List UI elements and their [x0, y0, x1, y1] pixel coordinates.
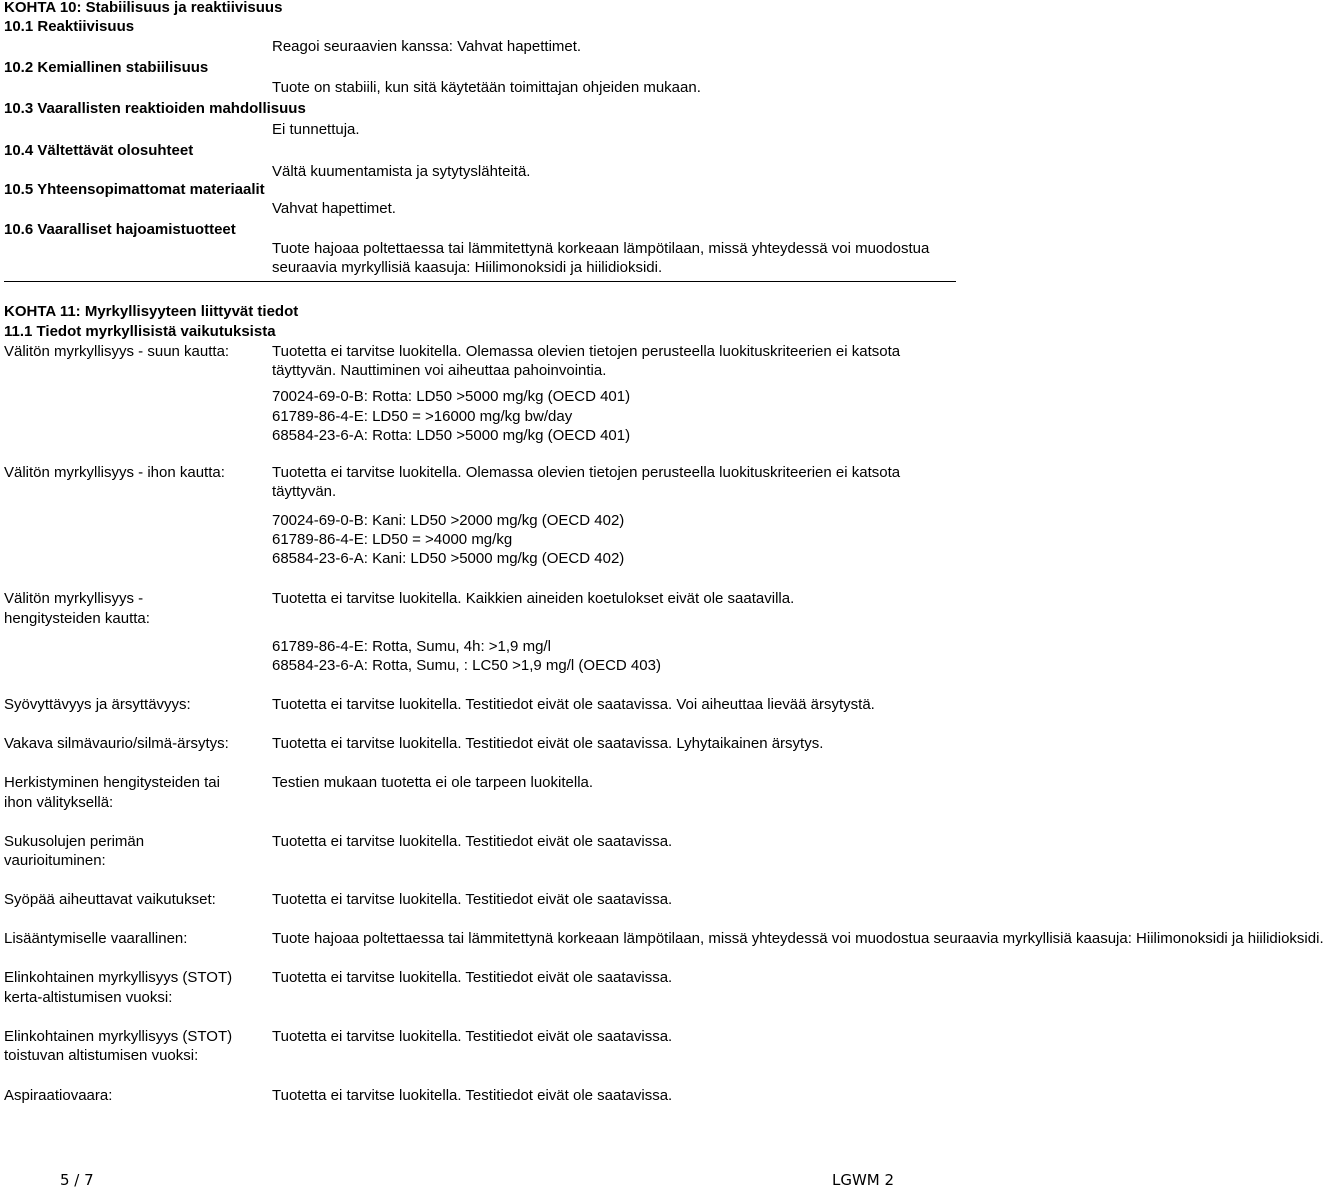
section-10-1-heading: 10.1 Reaktiivisuus: [4, 18, 135, 35]
section-10-3-text: Ei tunnettuja.: [272, 121, 360, 138]
dermal-toxicity-text: Tuotetta ei tarvitse luokitella. Olemassa olevien tietojen perusteella luokituskriteerien ei katsota täyttyvän.: [272, 464, 901, 500]
inhalation-toxicity-label-2: hengitysteiden kautta:: [4, 610, 150, 627]
mutagenicity-label-1: Sukusolujen perimän: [4, 833, 145, 850]
stot-single-text: Tuotetta ei tarvitse luokitella. Testitiedot eivät ole saatavissa.: [272, 969, 673, 986]
section-divider: [4, 281, 956, 282]
eye-damage-text: Tuotetta ei tarvitse luokitella. Testitiedot eivät ole saatavissa. Lyhytaikainen ärsytys.: [272, 735, 824, 752]
skin-corrosion-text: Tuotetta ei tarvitse luokitella. Testitiedot eivät ole saatavissa. Voi aiheuttaa lievää ärsytystä.: [272, 696, 875, 713]
reproductive-toxicity-text: Tuote hajoaa poltettaessa tai lämmitettynä korkeaan lämpötilaan, missä yhteydessä voi muodostua seuraavia myrkyllisiä kaasuja: Hiilimonoksidi ja hiilidioksidi.: [272, 930, 1324, 947]
oral-data-1: 70024-69-0-B: Rotta: LD50 >5000 mg/kg (OECD 401): [272, 388, 631, 405]
mutagenicity-text: Tuotetta ei tarvitse luokitella. Testitiedot eivät ole saatavissa.: [272, 833, 673, 850]
inhalation-data-2: 68584-23-6-A: Rotta, Sumu, : LC50 >1,9 mg/l (OECD 403): [272, 657, 661, 674]
oral-data-2: 61789-86-4-E: LD50 = >16000 mg/kg bw/day: [272, 408, 573, 425]
oral-data-3: 68584-23-6-A: Rotta: LD50 >5000 mg/kg (OECD 401): [272, 427, 631, 444]
aspiration-hazard-label: Aspiraatiovaara:: [4, 1087, 113, 1104]
section-10-3-heading: 10.3 Vaarallisten reaktioiden mahdollisuus: [4, 100, 306, 117]
stot-single-label-2: kerta-altistumisen vuoksi:: [4, 989, 173, 1006]
inhalation-data-1: 61789-86-4-E: Rotta, Sumu, 4h: >1,9 mg/l: [272, 638, 551, 655]
section-10-2-heading: 10.2 Kemiallinen stabiilisuus: [4, 59, 209, 76]
section-11-1-heading: 11.1 Tiedot myrkyllisistä vaikutuksista: [4, 323, 276, 340]
dermal-data-2: 61789-86-4-E: LD50 = >4000 mg/kg: [272, 531, 513, 548]
stot-single-label-1: Elinkohtainen myrkyllisyys (STOT): [4, 969, 233, 986]
oral-toxicity-label: Välitön myrkyllisyys - suun kautta:: [4, 343, 230, 360]
skin-corrosion-label: Syövyttävyys ja ärsyttävyys:: [4, 696, 191, 713]
eye-damage-label: Vakava silmävaurio/silmä-ärsytys:: [4, 735, 229, 752]
aspiration-hazard-text: Tuotetta ei tarvitse luokitella. Testitiedot eivät ole saatavissa.: [272, 1087, 673, 1104]
reproductive-toxicity-label: Lisääntymiselle vaarallinen:: [4, 930, 188, 947]
stot-repeated-label-1: Elinkohtainen myrkyllisyys (STOT): [4, 1028, 233, 1045]
section-10-2-text: Tuote on stabiili, kun sitä käytetään toimittajan ohjeiden mukaan.: [272, 79, 701, 96]
inhalation-toxicity-text: Tuotetta ei tarvitse luokitella. Kaikkien aineiden koetulokset eivät ole saatavilla.: [272, 590, 795, 607]
section-11-title: KOHTA 11: Myrkyllisyyteen liittyvät tiedot: [4, 303, 299, 320]
carcinogenicity-text: Tuotetta ei tarvitse luokitella. Testitiedot eivät ole saatavissa.: [272, 891, 673, 908]
dermal-toxicity-label: Välitön myrkyllisyys - ihon kautta:: [4, 464, 225, 481]
section-10-4-text: Vältä kuumentamista ja sytytyslähteitä.: [272, 163, 531, 180]
section-10-6-heading: 10.6 Vaaralliset hajoamistuotteet: [4, 221, 236, 238]
section-10-1-text: Reagoi seuraavien kanssa: Vahvat hapettimet.: [272, 38, 582, 55]
sensitisation-text: Testien mukaan tuotetta ei ole tarpeen luokitella.: [272, 774, 594, 791]
page-number: 5 / 7: [60, 1171, 94, 1189]
section-10-6-text: Tuote hajoaa poltettaessa tai lämmitettynä korkeaan lämpötilaan, missä yhteydessä voi muodostua seuraavia myrkyllisiä kaasuja: Hiilimonoksidi ja hiilidioksidi.: [272, 240, 930, 276]
stot-repeated-label-2: toistuvan altistumisen vuoksi:: [4, 1047, 199, 1064]
sensitisation-label-1: Herkistyminen hengitysteiden tai: [4, 774, 220, 791]
dermal-data-1: 70024-69-0-B: Kani: LD50 >2000 mg/kg (OECD 402): [272, 512, 625, 529]
inhalation-toxicity-label-1: Välitön myrkyllisyys -: [4, 590, 144, 607]
section-10-5-heading: 10.5 Yhteensopimattomat materiaalit: [4, 181, 265, 198]
stot-repeated-text: Tuotetta ei tarvitse luokitella. Testitiedot eivät ole saatavissa.: [272, 1028, 673, 1045]
oral-toxicity-text: Tuotetta ei tarvitse luokitella. Olemassa olevien tietojen perusteella luokituskriteerien ei katsota täyttyvän. Nauttiminen voi aiheuttaa pahoinvointia.: [272, 343, 901, 379]
dermal-data-3: 68584-23-6-A: Kani: LD50 >5000 mg/kg (OECD 402): [272, 550, 625, 567]
section-10-title: KOHTA 10: Stabiilisuus ja reaktiivisuus: [4, 0, 283, 16]
section-10-5-text: Vahvat hapettimet.: [272, 200, 396, 217]
carcinogenicity-label: Syöpää aiheuttavat vaikutukset:: [4, 891, 216, 908]
mutagenicity-label-2: vaurioituminen:: [4, 852, 106, 869]
document-code: LGWM 2: [832, 1171, 895, 1189]
sensitisation-label-2: ihon välityksellä:: [4, 794, 114, 811]
section-10-4-heading: 10.4 Vältettävät olosuhteet: [4, 142, 194, 159]
